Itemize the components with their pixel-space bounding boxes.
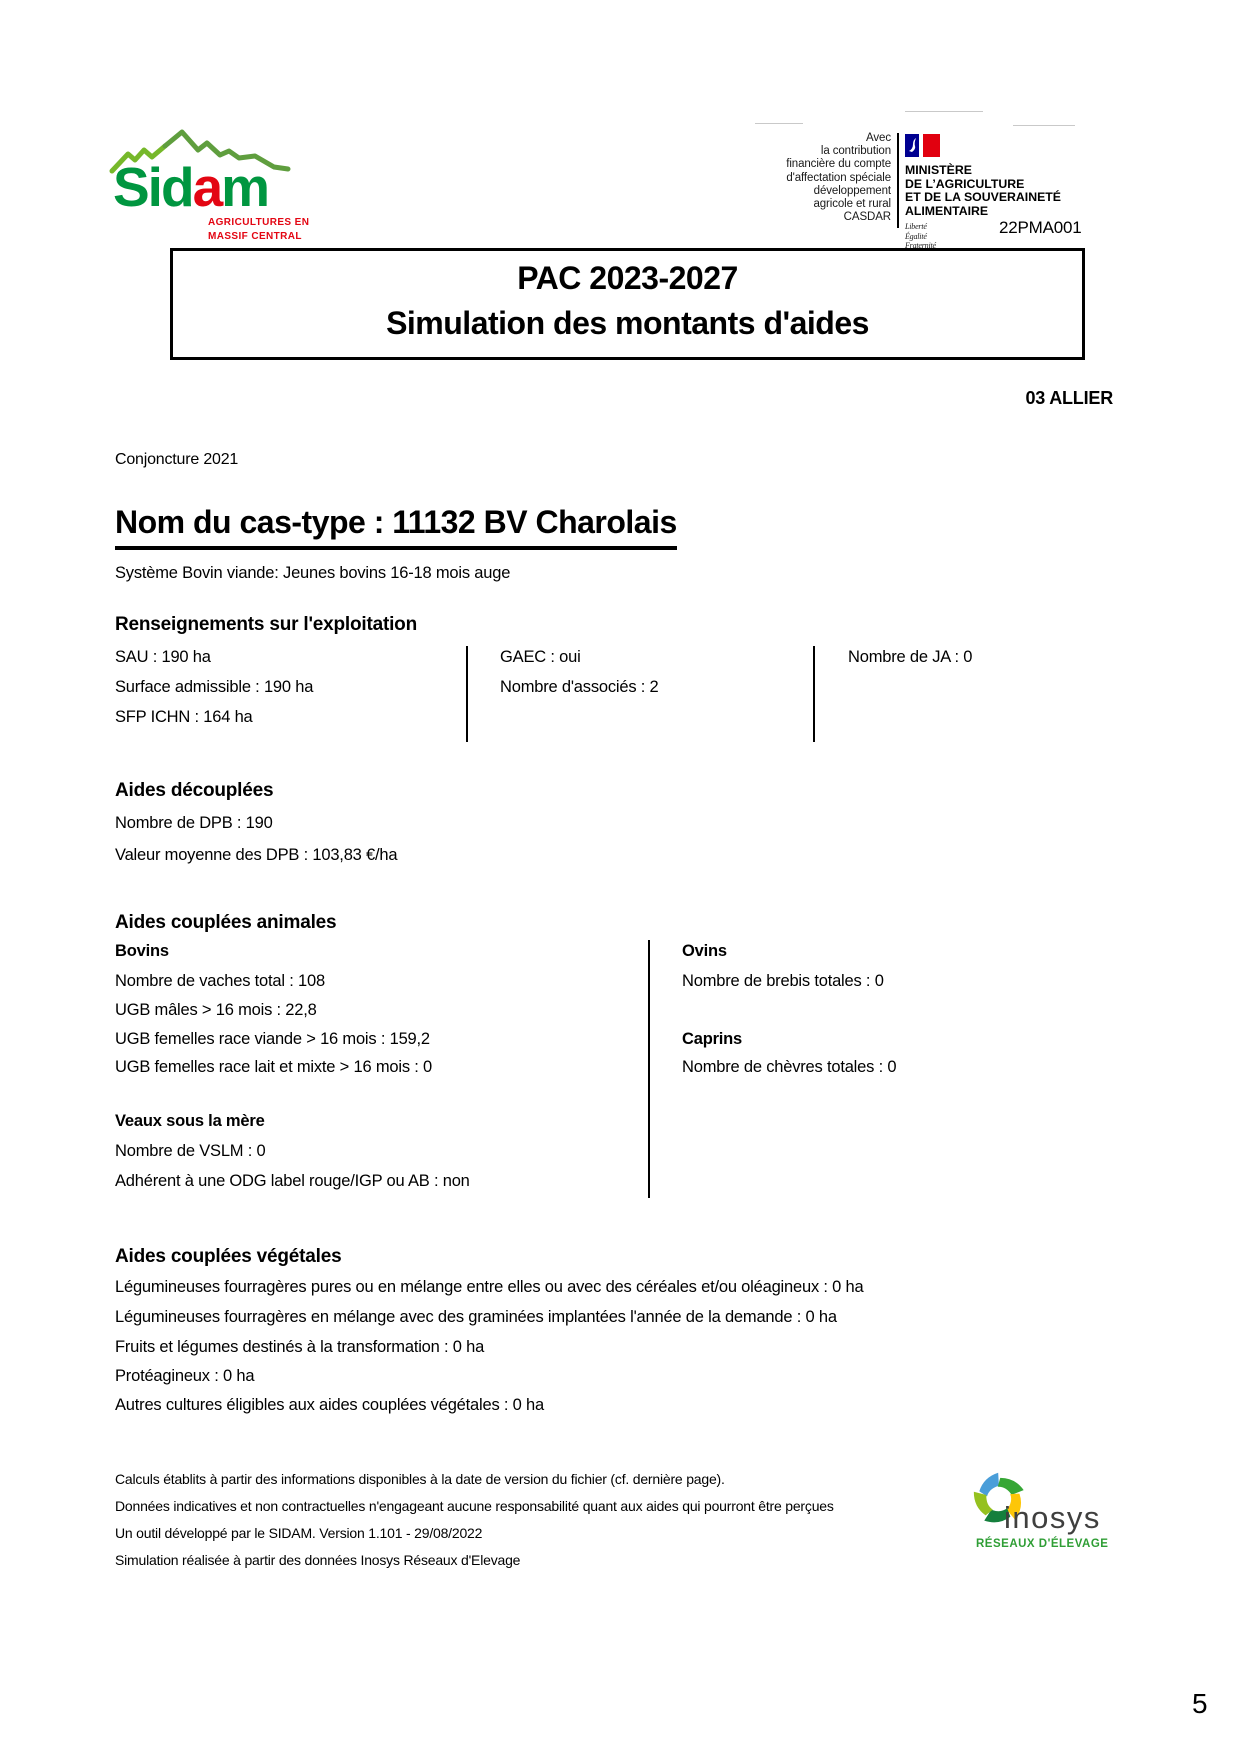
cas-type-system: Système Bovin viande: Jeunes bovins 16-18 mois auge <box>115 564 511 582</box>
section-title-vegetales: Aides couplées végétales <box>115 1246 342 1267</box>
title-box <box>170 248 1085 360</box>
motto-line: Fraternité <box>905 241 936 250</box>
info-line: Légumineuses fourragères en mélange avec des graminées implantées l'année de la demande : 0 ha <box>115 1308 837 1326</box>
footer-note: Un outil développé par le SIDAM. Version 1.101 - 29/08/2022 <box>115 1525 483 1541</box>
section-title-animales: Aides couplées animales <box>115 912 337 933</box>
footer-note: Simulation réalisée à partir des données Inosys Réseaux d'Elevage <box>115 1552 521 1568</box>
doc-code: 22PMA001 <box>999 218 1082 237</box>
casdar-credit <box>786 132 891 224</box>
column-divider <box>466 646 468 742</box>
info-line: Nombre d'associés : 2 <box>500 678 659 696</box>
info-line: Valeur moyenne des DPB : 103,83 €/ha <box>115 846 398 864</box>
subsection-bovins: Bovins <box>115 942 169 960</box>
inosys-logo <box>952 1462 1152 1572</box>
footer-note: Données indicatives et non contractuelles n'engageant aucune responsabilité quant aux aides qui pourront être perçues <box>115 1498 834 1514</box>
info-line: Nombre de chèvres totales : 0 <box>682 1058 897 1076</box>
subsection-veaux: Veaux sous la mère <box>115 1112 265 1130</box>
casdar-line: d'affectation spéciale <box>786 171 891 184</box>
sidam-tagline-line1: AGRICULTURES EN <box>208 217 310 228</box>
info-line: Nombre de brebis totales : 0 <box>682 972 884 990</box>
info-line: Nombre de DPB : 190 <box>115 814 273 832</box>
section-title-decouplees: Aides découplées <box>115 780 274 801</box>
info-line: Nombre de JA : 0 <box>848 648 973 666</box>
info-line: SAU : 190 ha <box>115 648 211 666</box>
casdar-line: CASDAR <box>843 211 891 224</box>
info-line: Légumineuses fourragères pures ou en mélange entre elles ou avec des céréales et/ou oléagineux : 0 ha <box>115 1278 864 1296</box>
inosys-subtitle: RÉSEAUX D'ÉLEVAGE <box>976 1538 1109 1550</box>
cas-type-title-wrap <box>115 504 677 550</box>
info-line: Autres cultures éligibles aux aides couplées végétales : 0 ha <box>115 1396 544 1414</box>
motto-line: Égalité <box>905 231 927 241</box>
ministry-line: DE L’AGRICULTURE <box>905 176 1025 191</box>
casdar-line: agricole et rural <box>813 198 891 211</box>
page-number: 5 <box>1192 1688 1208 1719</box>
header-divider <box>897 133 899 228</box>
frame-artifact-line <box>755 123 803 124</box>
sidam-tagline-line2: MASSIF CENTRAL <box>208 230 302 242</box>
info-line: Adhérent à une ODG label rouge/IGP ou AB : non <box>115 1172 470 1190</box>
section-title-exploitation: Renseignements sur l'exploitation <box>115 614 417 635</box>
casdar-line: la contribution <box>820 145 891 158</box>
frame-artifact-line <box>1013 125 1075 126</box>
sidam-tagline <box>208 216 309 243</box>
info-line: UGB femelles race viande > 16 mois : 159,2 <box>115 1030 430 1048</box>
subsection-caprins: Caprins <box>682 1030 743 1048</box>
footer-note: Calculs établits à partir des informations disponibles à la date de version du fichier (cf. dernière page). <box>115 1471 725 1487</box>
info-line: UGB mâles > 16 mois : 22,8 <box>115 1001 317 1019</box>
ministry-line: MINISTÈRE <box>905 163 972 177</box>
sidam-wordmark: Sidam <box>113 156 269 218</box>
inosys-wordmark: inosys <box>1004 1500 1101 1535</box>
column-divider <box>813 646 815 742</box>
french-flag-icon <box>905 134 941 157</box>
frame-artifact-line <box>905 111 983 112</box>
casdar-line: financière du compte <box>786 158 891 171</box>
casdar-line: développement <box>813 184 891 197</box>
info-line: GAEC : oui <box>500 648 581 666</box>
subsection-ovins: Ovins <box>682 942 727 960</box>
title-line1: PAC 2023-2027 <box>517 260 738 296</box>
info-line: Fruits et légumes destinés à la transformation : 0 ha <box>115 1338 485 1356</box>
department-label: 03 ALLIER <box>1025 388 1113 408</box>
title-line2: Simulation des montants d'aides <box>386 305 869 341</box>
ministry-line: ET DE LA SOUVERAINETÉ <box>905 190 1062 204</box>
conjoncture-label: Conjoncture 2021 <box>115 451 239 468</box>
casdar-line: Avec <box>866 132 891 144</box>
motto-line: Liberté <box>905 222 927 231</box>
column-divider <box>648 940 650 1198</box>
cas-type-title: Nom du cas-type : 11132 BV Charolais <box>115 504 677 550</box>
info-line: SFP ICHN : 164 ha <box>115 708 253 726</box>
ministry-line: ALIMENTAIRE <box>905 203 989 218</box>
info-line: Nombre de VSLM : 0 <box>115 1142 266 1160</box>
info-line: Protéagineux : 0 ha <box>115 1367 255 1385</box>
info-line: Nombre de vaches total : 108 <box>115 972 325 990</box>
info-line: Surface admissible : 190 ha <box>115 678 314 696</box>
sidam-logo <box>103 120 310 250</box>
ministry-name <box>905 164 1105 218</box>
info-line: UGB femelles race lait et mixte > 16 mois : 0 <box>115 1058 432 1076</box>
